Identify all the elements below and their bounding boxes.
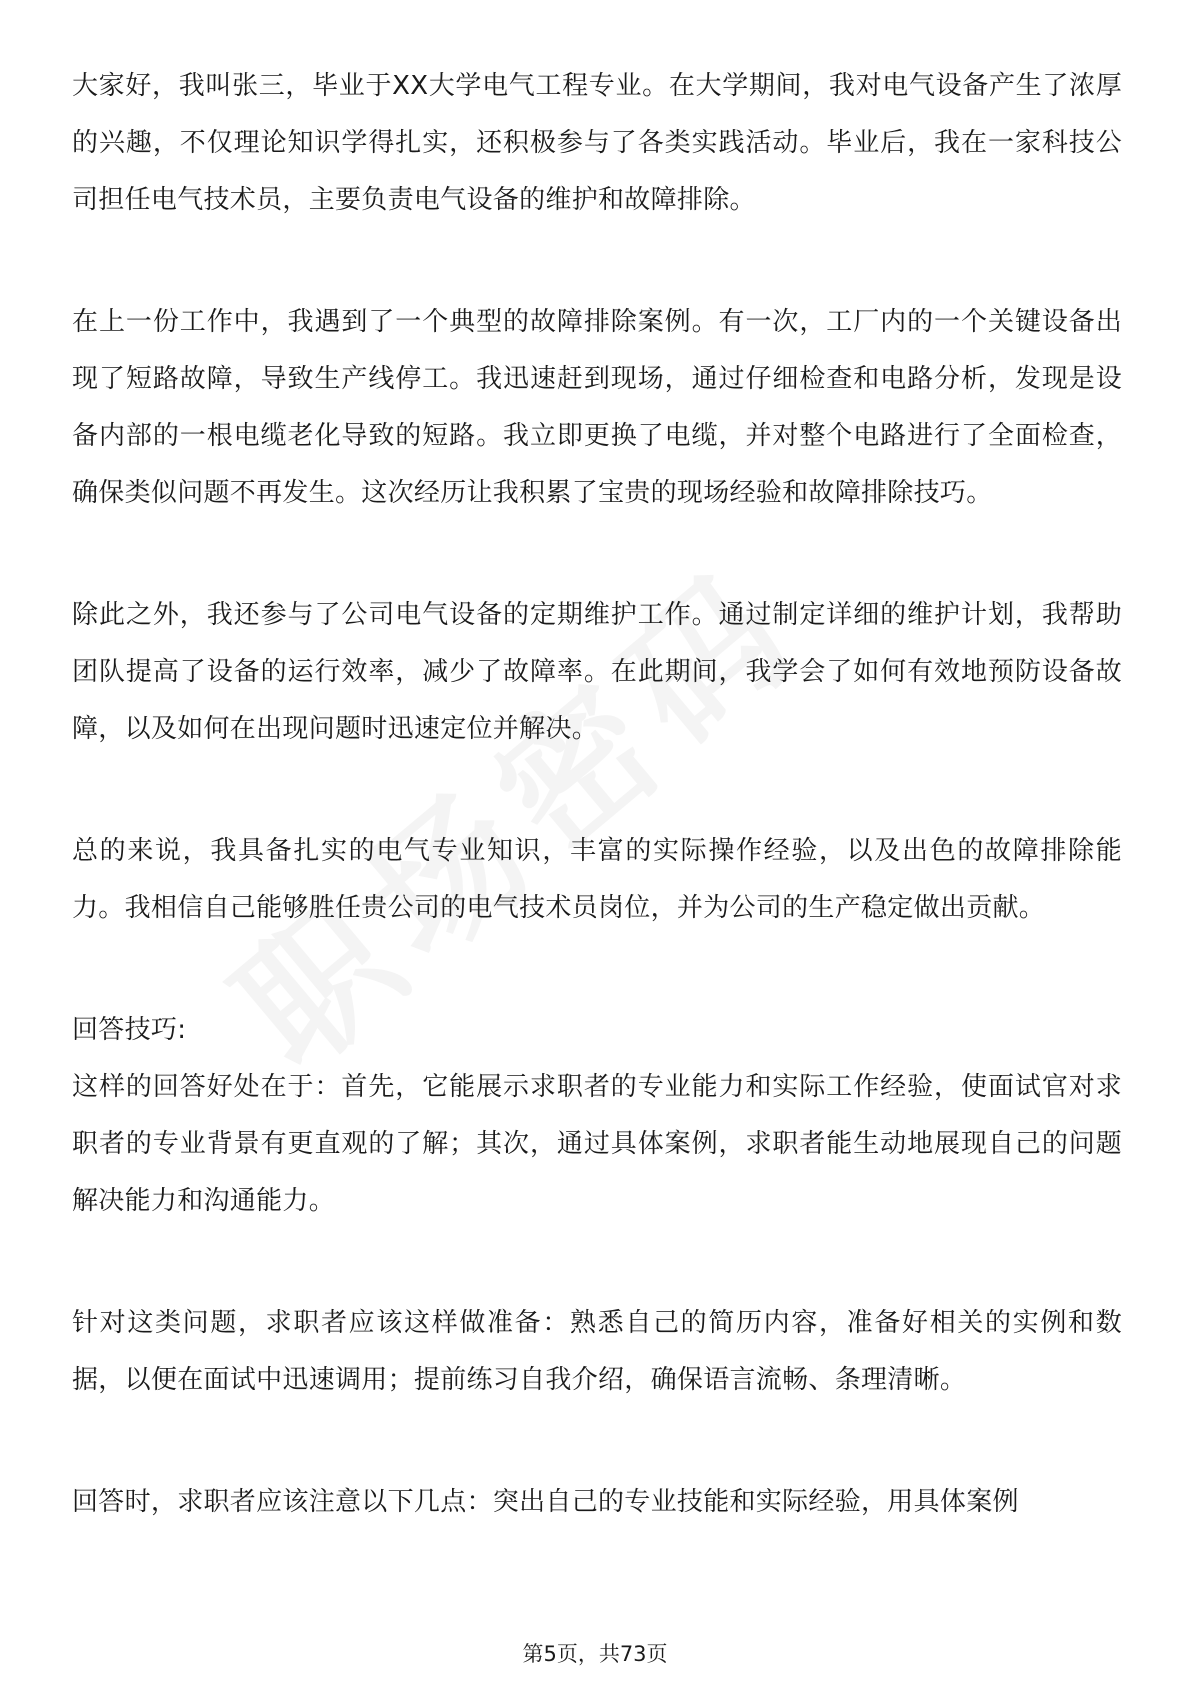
paragraph-benefits: 这样的回答好处在于：首先，它能展示求职者的专业能力和实际工作经验，使面试官对求职者的专业背景有更直观的了解；其次，通过具体案例，求职者能生动地展现自己的问题解决能力和沟通能力。	[72, 1072, 1122, 1216]
document-body	[72, 58, 1122, 1531]
paragraph-intro: 大家好，我叫张三，毕业于XX大学电气工程专业。在大学期间，我对电气设备产生了浓厚的兴趣，不仅理论知识学得扎实，还积极参与了各类实践活动。毕业后，我在一家科技公司担任电气技术员，主要负责电气设备的维护和故障排除。	[72, 71, 1122, 215]
paragraph-attention: 回答时，求职者应该注意以下几点：突出自己的专业技能和实际经验，用具体案例	[72, 1487, 1019, 1517]
paragraph-maintenance: 除此之外，我还参与了公司电气设备的定期维护工作。通过制定详细的维护计划，我帮助团队提高了设备的运行效率，减少了故障率。在此期间，我学会了如何有效地预防设备故障，以及如何在出现问题时迅速定位并解决。	[72, 600, 1122, 744]
paragraph-summary: 总的来说，我具备扎实的电气专业知识，丰富的实际操作经验，以及出色的故障排除能力。我相信自己能够胜任贵公司的电气技术员岗位，并为公司的生产稳定做出贡献。	[72, 836, 1122, 923]
tips-heading: 回答技巧:	[72, 1015, 187, 1045]
page-number: 第5页，共73页	[522, 1642, 668, 1666]
paragraph-case: 在上一份工作中，我遇到了一个典型的故障排除案例。有一次，工厂内的一个关键设备出现了短路故障，导致生产线停工。我迅速赶到现场，通过仔细检查和电路分析，发现是设备内部的一根电缆老化导致的短路。我立即更换了电缆，并对整个电路进行了全面检查，确保类似问题不再发生。这次经历让我积累了宝贵的现场经验和故障排除技巧。	[72, 307, 1122, 508]
paragraph-preparation: 针对这类问题，求职者应该这样做准备：熟悉自己的简历内容，准备好相关的实例和数据，以便在面试中迅速调用；提前练习自我介绍，确保语言流畅、条理清晰。	[72, 1308, 1122, 1395]
